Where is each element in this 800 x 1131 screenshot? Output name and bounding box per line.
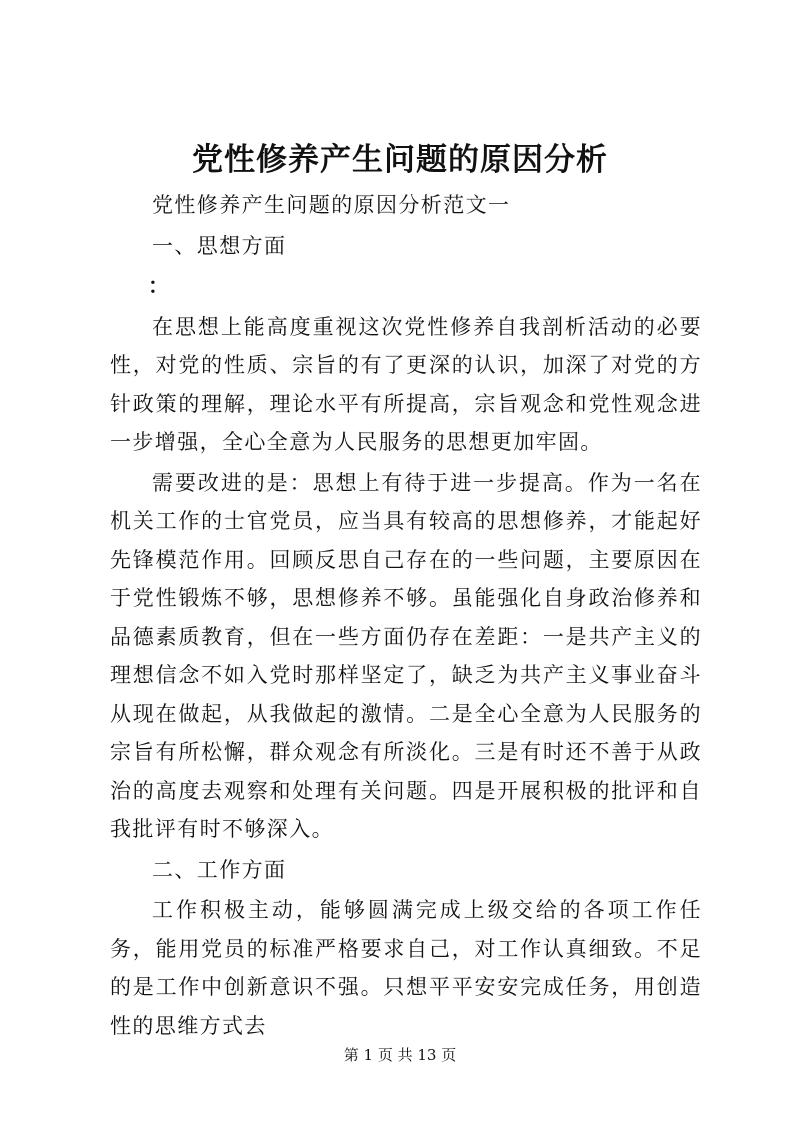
paragraph-heading-thought: 一、思想方面 bbox=[152, 233, 287, 258]
document-body bbox=[110, 186, 702, 1047]
paragraph-thought-improvements: 需要改进的是：思想上有待于进一步提高。作为一名在机关工作的士官党员，应当具有较高的思想修养，才能起好先锋模范作用。回顾反思自己存在的一些问题，主要原因在于党性锻炼不够，思想修养不够。虽能强化自身政治修养和品德素质教育，但在一些方面仍存在差距：一是共产主义的理想信念不如入党时那样坚定了，缺乏为共产主义事业奋斗从现在做起，从我做起的激情。二是全心全意为人民服务的宗旨有所松懈，群众观念有所淡化。三是有时还不善于从政治的高度去观察和处理有关问题。四是开展积极的批评和自我批评有时不够深入。 bbox=[110, 470, 702, 841]
paragraph-heading-work: 二、工作方面 bbox=[152, 857, 287, 882]
paragraph-colon: ： bbox=[148, 273, 171, 298]
document-title: 党性修养产生问题的原因分析 bbox=[192, 142, 608, 178]
paragraph-thought-strengths: 在思想上能高度重视这次党性修养自我剖析活动的必要性，对党的性质、宗旨的有了更深的认识，加深了对党的方针政策的理解，理论水平有所提高，宗旨观念和党性观念进一步增强，全心全意为人民服务的思想更加牢固。 bbox=[110, 314, 702, 454]
paragraph-subtitle: 党性修养产生问题的原因分析范文一 bbox=[152, 193, 511, 217]
paragraph-work: 工作积极主动，能够圆满完成上级交给的各项工作任务，能用党员的标准严格要求自己，对工作认真细致。不足的是工作中创新意识不强。只想平平安安完成任务，用创造性的思维方式去 bbox=[110, 898, 702, 1038]
page-footer: 第 1 页 共 13 页 bbox=[343, 1046, 457, 1064]
